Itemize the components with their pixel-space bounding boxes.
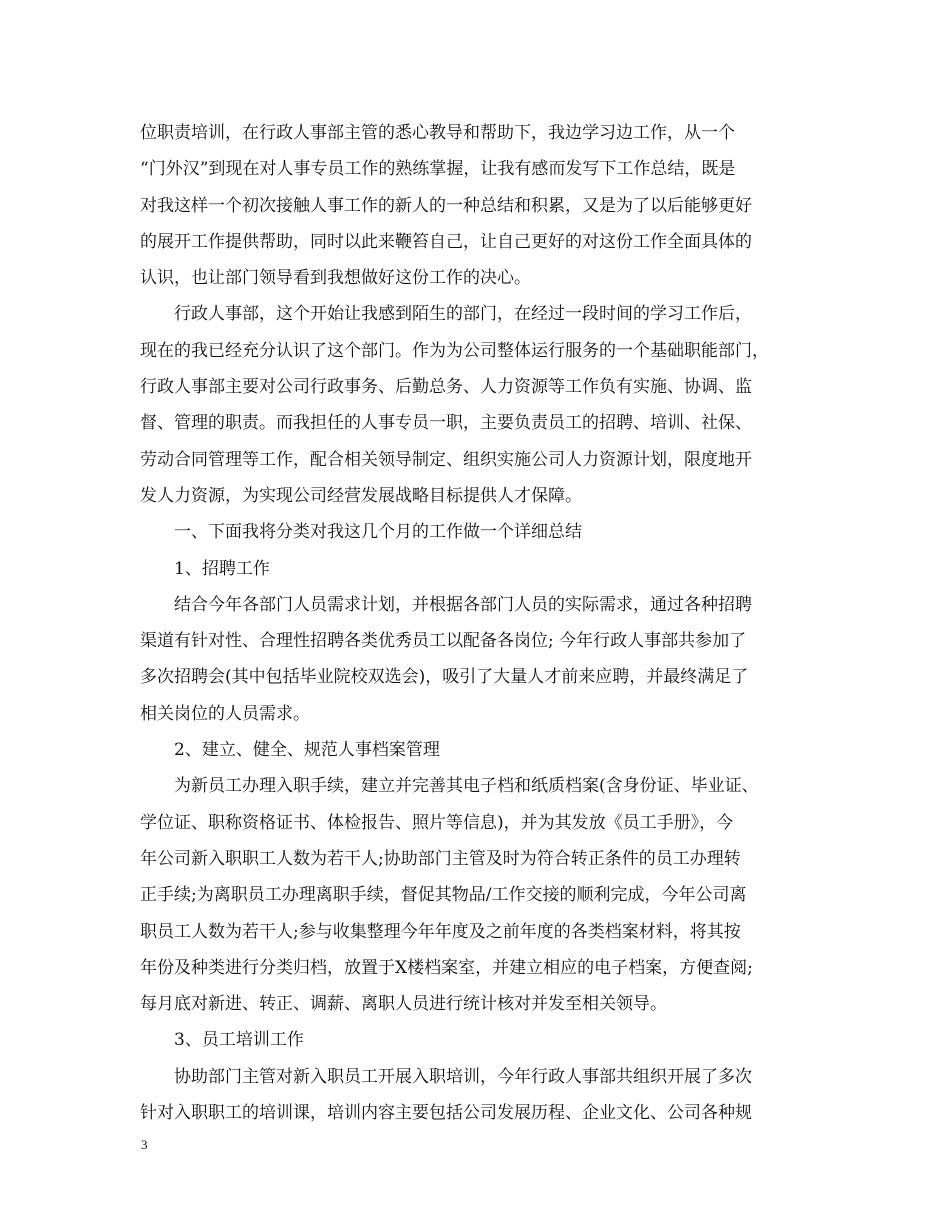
text-line: 2、建立、健全、规范人事档案管理 bbox=[174, 740, 440, 761]
text-line: 行政人事部，这个开始让我感到陌生的部门，在经过一段时间的学习工作后， bbox=[174, 304, 752, 325]
text-line: 劳动合同管理等工作，配合相关领导制定、组织实施公司人力资源计划，限度地开 bbox=[140, 449, 752, 470]
text-line: 针对入职职工的培训课，培训内容主要包括公司发展历程、企业文化、公司各种规 bbox=[140, 1103, 752, 1124]
text-line: 学位证、职称资格证书、体检报告、照片等信息)，并为其发放《员工手册》，今 bbox=[140, 812, 734, 833]
text-line: 认识，也让部门领导看到我想做好这份工作的决心。 bbox=[140, 268, 531, 289]
text-line: 年公司新入职职工人数为若干人;协助部门主管及时为符合转正条件的员工办理转 bbox=[140, 848, 741, 869]
text-line: “门外汉”到现在对人事专员工作的熟练掌握，让我有感而发写下工作总结，既是 bbox=[140, 159, 736, 180]
text-line: 对我这样一个初次接触人事工作的新人的一种总结和积累，又是为了以后能够更好 bbox=[140, 195, 752, 216]
text-line: 相关岗位的人员需求。 bbox=[140, 703, 310, 724]
text-line: 正手续;为离职员工办理离职手续，督促其物品/工作交接的顺利完成，今年公司离 bbox=[140, 885, 747, 906]
text-line: 3、员工培训工作 bbox=[174, 1030, 304, 1051]
text-line: 一、下面我将分类对我这几个月的工作做一个详细总结 bbox=[174, 522, 582, 543]
text-line: 协助部门主管对新入职员工开展入职培训，今年行政人事部共组织开展了多次 bbox=[174, 1066, 752, 1087]
text-line: 年份及种类进行分类归档，放置于X楼档案室，并建立相应的电子档案，方便查阅; bbox=[140, 957, 753, 978]
text-line: 渠道有针对性、合理性招聘各类优秀员工以配备各岗位; 今年行政人事部共参加了 bbox=[140, 631, 747, 652]
text-line: 位职责培训，在行政人事部主管的悉心教导和帮助下，我边学习边工作，从一个 bbox=[140, 123, 735, 143]
text-line: 多次招聘会(其中包括毕业院校双选会)，吸引了大量人才前来应聘，并最终满足了 bbox=[140, 667, 749, 688]
text-line: 结合今年各部门人员需求计划，并根据各部门人员的实际需求，通过各种招聘 bbox=[174, 594, 752, 615]
text-line: 的展开工作提供帮助，同时以此来鞭笞自己，让自己更好的对这份工作全面具体的 bbox=[140, 231, 752, 252]
text-line: 职员工人数为若干人;参与收集整理今年年度及之前年度的各类档案材料，将其按 bbox=[140, 921, 741, 942]
text-line: 现在的我已经充分认识了这个部门。作为为公司整体运行服务的一个基础职能部门， bbox=[140, 340, 769, 361]
text-line: 1、招聘工作 bbox=[174, 558, 270, 579]
text-line: 督、管理的职责。而我担任的人事专员一职，主要负责员工的招聘、培训、社保、 bbox=[140, 413, 752, 434]
text-line: 行政人事部主要对公司行政事务、后勤总务、人力资源等工作负有实施、协调、监 bbox=[140, 377, 752, 398]
text-line: 为新员工办理入职手续，建立并完善其电子档和纸质档案(含身份证、毕业证、 bbox=[174, 776, 759, 797]
text-line: 发人力资源，为实现公司经营发展战略目标提供人才保障。 bbox=[140, 485, 582, 506]
document-body bbox=[140, 115, 815, 1131]
page-number: 3 bbox=[141, 1137, 148, 1152]
text-line: 每月底对新进、转正、调薪、离职人员进行统计核对并发至相关领导。 bbox=[140, 994, 667, 1015]
